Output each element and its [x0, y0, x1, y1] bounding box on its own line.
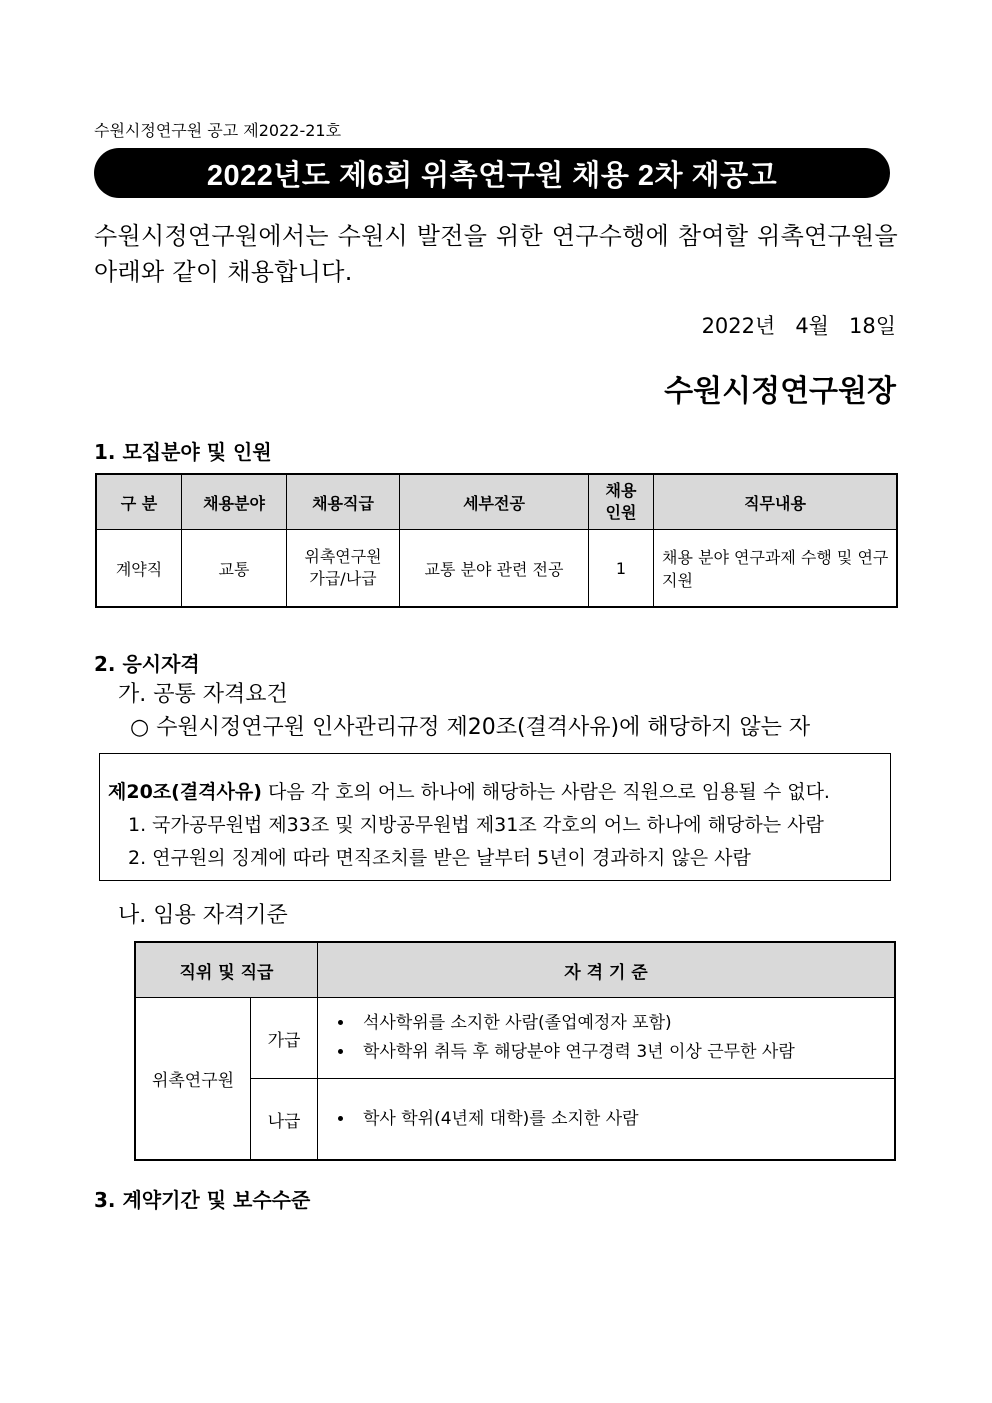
subsection-b-heading: 나. 임용 자격기준: [118, 903, 288, 928]
notice-number: 수원시정연구원 공고 제2022-21호: [94, 121, 342, 140]
list-item: • 학사 학위(4년제 대학)를 소지한 사람: [355, 1105, 893, 1134]
header-major: 세부전공: [400, 474, 589, 530]
cell-position: 위촉연구원: [135, 998, 251, 1161]
list-item: • 석사학위를 소지한 사람(졸업예정자 포함): [355, 1009, 893, 1038]
header-category: 구 분: [96, 474, 182, 530]
cell-major: 교통 분야 관련 전공: [400, 530, 589, 608]
subsection-a-heading: 가. 공통 자격요건: [118, 682, 288, 707]
cell-headcount: 1: [589, 530, 654, 608]
cell-category: 계약직: [96, 530, 182, 608]
rule-item: 2. 연구원의 징계에 따라 면직조치를 받은 날부터 5년이 경과하지 않은 사람: [128, 847, 751, 869]
cell-duties: 채용 분야 연구과제 수행 및 연구지원: [654, 530, 898, 608]
issuer-name: 수원시정연구원장: [664, 374, 896, 409]
notice-date: 2022년 4월 18일: [701, 314, 896, 338]
disqualification-rule-box: [99, 753, 891, 881]
section-3-heading: 3. 계약기간 및 보수수준: [94, 1188, 311, 1212]
criteria-list: [319, 1105, 893, 1134]
section-1-heading: 1. 모집분야 및 인원: [94, 440, 272, 464]
list-item: • 학사학위 취득 후 해당분야 연구경력 3년 이상 근무한 사람: [355, 1038, 893, 1067]
cell-grade: 위촉연구원 가급/나급: [287, 530, 400, 608]
section-2-heading: 2. 응시자격: [94, 652, 200, 676]
header-headcount: 채용 인원: [589, 474, 654, 530]
cell-field: 교통: [182, 530, 287, 608]
header-duties: 직무내용: [654, 474, 898, 530]
cell-grade-b: 나급: [251, 1079, 318, 1161]
cell-grade-a: 가급: [251, 998, 318, 1079]
header-field: 채용분야: [182, 474, 287, 530]
recruitment-table: [95, 473, 898, 608]
rule-item: 1. 국가공무원법 제33조 및 지방공무원법 제31조 각호의 어느 하나에 해당하는 사람: [128, 814, 824, 836]
criteria-list: [319, 1009, 893, 1067]
rule-text: 다음 각 호의 어느 하나에 해당하는 사람은 직원으로 임용될 수 없다.: [261, 781, 830, 803]
qualification-table: [134, 941, 896, 1161]
table-row: [96, 530, 897, 608]
header-position: 직위 및 직급: [135, 942, 318, 998]
intro-paragraph: 수원시정연구원에서는 수원시 발전을 위한 연구수행에 참여할 위촉연구원을 아래와 같이 채용합니다.: [94, 222, 898, 286]
rule-intro: [108, 776, 890, 809]
header-criteria: 자 격 기 준: [318, 942, 896, 998]
table-header-row: [96, 474, 897, 530]
table-row: [135, 998, 895, 1079]
cell-grade-b-criteria: [318, 1079, 896, 1161]
cell-grade-a-criteria: [318, 998, 896, 1079]
common-requirement-item: ○ 수원시정연구원 인사관리규정 제20조(결격사유)에 해당하지 않는 자: [130, 715, 811, 740]
table-header-row: [135, 942, 895, 998]
rule-title: 제20조(결격사유): [108, 781, 262, 803]
page-title: 2022년도 제6회 위촉연구원 채용 2차 재공고: [94, 148, 890, 198]
header-grade: 채용직급: [287, 474, 400, 530]
